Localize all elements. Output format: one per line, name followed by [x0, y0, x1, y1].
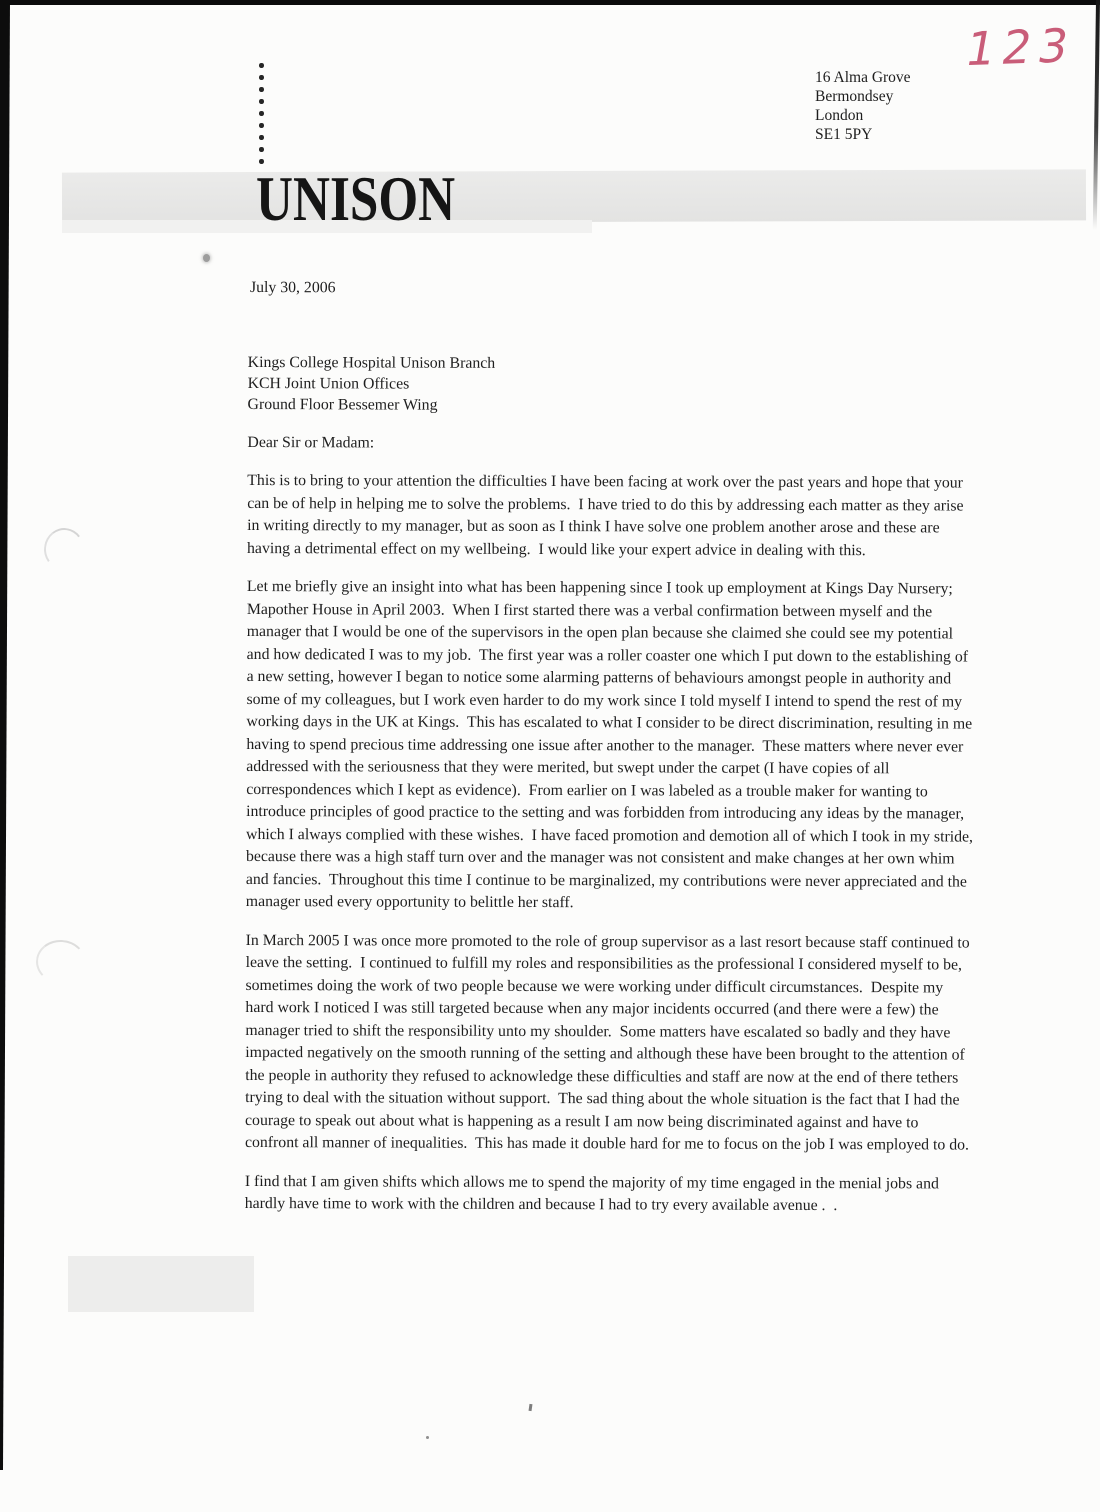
- letter-paragraph: This is to bring to your attention the difficulties I have been facing at work over the past years and hope that your can be of help in helping me to solve the problems. I have tried to do this by addressing each matter as they arise in writing directly to my manager, but as soon as I think I have solve one problem another arose and these are having a detrimental effect on my wellbeing. I would like your expert advice in dealing with this.: [247, 471, 968, 559]
- letter-paragraph: In March 2005 I was once more promoted to the role of group supervisor as a last resort because staff continued to leave the setting. I continued to fulfill my roles and responsibilities as the professional I considered myself to be, sometimes doing the work of two people because we were working under difficult circumstances. Despite my hard work I noticed I was still targeted because when any major incidents occurred (and there were a few) the manager tried to shift the responsibility unto my shoulder. Some matters have escalated so badly and they have impacted negatively on the smooth running of the setting and although these have been brought to the attention of the people in authority they refused to acknowledge these difficulties and staff are now at the end of there tethers trying to deal with the situation without support. The sad thing about the whole situation is the fact that I had the courage to speak out about what is happening as a result I am now being discriminated against and have to confront all manner of inequalities. This has made it double hard for me to focus on the job I was employed to do.: [244, 931, 974, 1154]
- recipient-address: [248, 351, 976, 417]
- scan-artifact-speck: [426, 1436, 429, 1439]
- recipient-address-line: Kings College Hospital Unison Branch: [247, 353, 496, 372]
- sender-address: [815, 68, 911, 144]
- logo-dot: [259, 99, 264, 104]
- unison-logo-wordmark: UNISON: [256, 163, 456, 234]
- scan-artifact-speck: [529, 1404, 533, 1411]
- scan-edge-left: [0, 0, 10, 1470]
- letter-body: [245, 277, 976, 1218]
- sender-address-line: SE1 5PY: [815, 126, 873, 143]
- logo-dot: [259, 147, 264, 152]
- letter-paragraph: I find that I am given shifts which allows me to spend the majority of my time engaged in the menial jobs and hardly have time to work with the children and because I had to try every available avenue . .: [244, 1172, 943, 1215]
- recipient-address-line: KCH Joint Union Offices: [247, 374, 410, 393]
- letter-paragraph: Let me briefly give an insight into what has been happening since I took up employment at Kings Day Nursery; Mapother House in April 2003. When I first started there was a verbal confirmation between myself and the manager that I would be one of the supervisors in the open plan because she claimed she could see my potential and how dedicated I was to my job. The first year was a roller coaster one which I put down to the establishing of a new setting, however I began to notice some alarming patterns of behaviours amongst people in authority and some of my colleagues, but I work even harder to do my work since I told myself I intend to spend the rest of my working days in the UK at Kings. This has escalated to what I consider to be direct discrimination, resulting in me having to spend precious time addressing one issue after another to the manager. These matters where never ever addressed with the seriousness that they were merited, but swept under the carpet (I have copies of all correspondences which I kept as evidence). From earlier on I was labeled as a trouble maker for wanting to introduce principles of good practice to the setting and was forbidden from introducing any ideas by the manager, which I always complied with these wishes. I have faced promotion and demotion all of which I took in my stride, because there was a high staff turn over and the manager was not consistent and make changes at her own whim and fancies. Throughout this time I continue to be marginalized, my contributions were never appreciated and the manager used every opportunity to belittle her staff.: [245, 577, 977, 912]
- letter-date: July 30, 2006: [249, 279, 336, 297]
- scan-edge-top: [0, 0, 1100, 5]
- sender-address-line: 16 Alma Grove: [815, 69, 911, 86]
- logo-dot: [259, 75, 264, 80]
- letterhead-gray-band: [62, 169, 1086, 223]
- handwritten-page-number: 123: [961, 18, 1080, 77]
- scan-artifact-shadow: [68, 1256, 254, 1312]
- unison-logo-dots-icon: [259, 63, 265, 171]
- logo-dot: [259, 87, 264, 92]
- logo-dot: [259, 135, 264, 140]
- sender-address-line: London: [815, 107, 864, 124]
- logo-dot: [259, 111, 264, 116]
- scan-edge-right: [1093, 0, 1100, 230]
- logo-dot: [259, 123, 264, 128]
- scan-artifact-arc: [35, 938, 88, 985]
- salutation: Dear Sir or Madam:: [247, 433, 375, 451]
- scan-smudge-dot: [203, 254, 210, 262]
- scan-artifact-arc: [41, 525, 86, 572]
- logo-dot: [259, 63, 264, 68]
- sender-address-line: Bermondsey: [815, 88, 894, 105]
- recipient-address-line: Ground Floor Bessemer Wing: [247, 395, 438, 414]
